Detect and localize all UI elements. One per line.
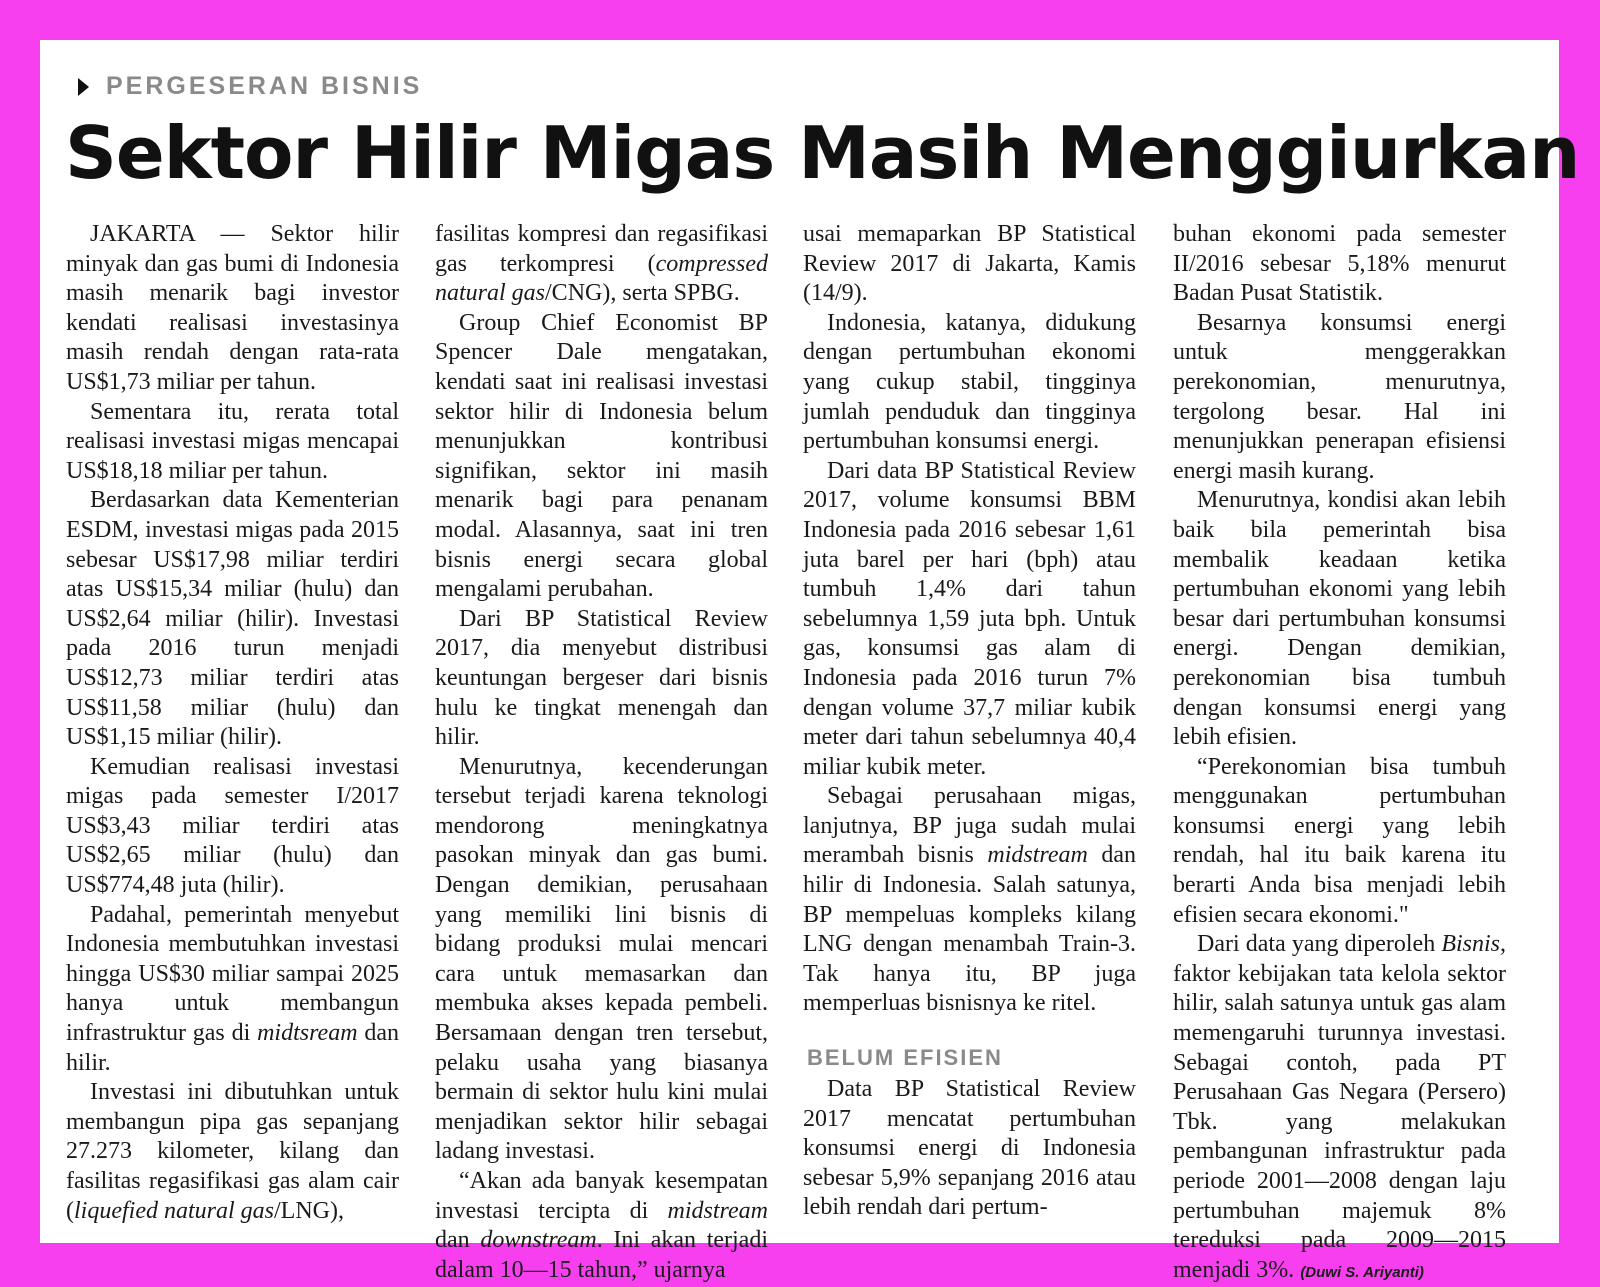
- paragraph: [435, 220, 768, 309]
- text-run: Investasi ini dibutuhkan untuk membangun pipa gas sepanjang 27.273 kilometer, kilang dan fasilitas regasifikasi gas alam cair (: [66, 1079, 399, 1224]
- italic-term: Bisnis: [1441, 931, 1500, 958]
- text-run: Dari data yang diperoleh: [1197, 931, 1442, 958]
- paragraph: Dari data BP Statistical Review 2017, volume konsumsi BBM Indonesia pada 2016 sebesar 1,61 juta barel per hari (bph) atau tumbuh 1,4% dari tahun sebelumnya 1,59 juta bph. Untuk gas, konsumsi gas alam di Indonesia pada 2016 turun 7% dengan volume 37,7 miliar kubik meter dari tahun sebelumnya 40,4 miliar kubik meter.: [803, 457, 1136, 780]
- paragraph: Group Chief Economist BP Spencer Dale mengatakan, kendati saat ini realisasi investasi sektor hilir di Indonesia belum menunjukkan kontribusi signifikan, sektor ini masih menarik bagi para penanam modal. Alasannya, saat ini tren bisnis energi secara global mengalami perubahan.: [435, 309, 768, 603]
- paragraph: Menurutnya, kondisi akan lebih baik bila pemerintah bisa membalik keadaan ketika pertumbuhan ekonomi yang lebih besar dari pertumbuhan konsumsi energi. Dengan demikian, perekonomian bisa tumbuh dengan konsumsi energi yang lebih efisien.: [1173, 487, 1506, 751]
- rubric-label: PERGESERAN BISNIS: [106, 72, 423, 100]
- news-clipping: [40, 40, 1580, 1283]
- paragraph: Data BP Statistical Review 2017 mencatat pertumbuhan konsumsi energi di Indonesia sebesar 5,9% sepanjang 2016 atau lebih rendah dari pertum-: [803, 1076, 1136, 1221]
- text-run: Sebagai perusahaan migas, lanjutnya, BP juga sudah mulai merambah bisnis: [803, 783, 1136, 869]
- paragraph: [803, 782, 1136, 1019]
- paragraph: Besarnya konsumsi energi untuk menggerakkan perekonomian, menurutnya, tergolong besar. Hal ini menunjukkan penerapan efisiensi energi masih kurang.: [1173, 309, 1506, 484]
- italic-term: compressed natural gas: [435, 250, 768, 307]
- italic-term: liquefied natural gas: [74, 1197, 274, 1224]
- paragraph: usai memaparkan BP Statistical Review 2017 di Jakarta, Kamis (14/9).: [803, 221, 1136, 307]
- paragraph: [435, 1167, 768, 1285]
- paragraph: Kemudian realisasi investasi migas pada semester I/2017 US$3,43 miliar terdiri atas US$2,65 miliar (hulu) dan US$774,48 juta (hilir).: [66, 753, 399, 899]
- paragraph: [66, 901, 399, 1079]
- text-run: . Ini akan terjadi dalam 10—15 tahun,” ujarnya: [435, 1227, 768, 1283]
- column-2: [435, 220, 768, 1285]
- rubric: [78, 72, 422, 101]
- column-3: [803, 220, 1136, 1223]
- subheading: BELUM EFISIEN: [807, 1045, 1003, 1071]
- text-run: Padahal, pemerintah menyebut Indonesia membutuhkan investasi hingga US$30 miliar sampai 2025 hanya untuk membangun infrastruktur gas di: [66, 901, 399, 1047]
- paragraph: Menurutnya, kecenderungan tersebut terjadi karena teknologi mendorong meningkatnya pasokan minyak dan gas bumi. Dengan demikian, perusahaan yang memiliki lini bisnis di bidang produksi mulai mencari cara untuk memasarkan dan membuka akses kepada pembeli. Bersamaan dengan tren tersebut, pelaku usaha yang biasanya bermain di sektor hulu kini mulai menjadikan sektor hilir sebagai ladang investasi.: [435, 753, 768, 1165]
- column-1: [66, 220, 399, 1226]
- italic-term: downstream: [480, 1227, 597, 1254]
- paragraph: Dari BP Statistical Review 2017, dia menyebut distribusi keuntungan bergeser dari bisnis hulu ke tingkat menengah dan hilir.: [435, 605, 768, 751]
- italic-term: midtsream: [257, 1020, 358, 1047]
- paragraph: [66, 1078, 399, 1226]
- text-run: dan: [435, 1227, 481, 1254]
- rubric-arrow-icon: [78, 78, 89, 96]
- paragraph: Indonesia, katanya, didukung dengan pertumbuhan ekonomi yang cukup stabil, tingginya jumlah penduduk dan tingginya pertumbuhan konsumsi energi.: [803, 309, 1136, 455]
- column-4: [1173, 220, 1506, 1287]
- headline: Sektor Hilir Migas Masih Menggiurkan: [65, 111, 1580, 195]
- text-run: “Akan ada banyak kesempatan investasi tercipta di: [435, 1168, 768, 1224]
- text-run: dan hilir di Indonesia. Salah satunya, BP mempeluas kompleks kilang LNG dengan menambah Train-3. Tak hanya itu, BP juga memperluas bisnisnya ke ritel.: [803, 842, 1136, 1017]
- text-run: /CNG), serta SPBG.: [545, 280, 740, 307]
- text-run: dan hilir.: [66, 1020, 399, 1076]
- byline: (Duwi S. Ariyanti): [1300, 1263, 1424, 1281]
- text-run: , faktor kebijakan tata kelola sektor hilir, salah satunya untuk gas alam memengaruhi turunnya investasi. Sebagai contoh, pada PT Perusahaan Gas Negara (Persero) Tbk. yang melakukan pembangunan infrastruktur pada periode 2001—2008 dengan laju pertumbuhan majemuk 8% tereduksi pada 2009—2015 menjadi 3%.: [1173, 931, 1506, 1283]
- text-run: /LNG),: [274, 1197, 344, 1224]
- paragraph: JAKARTA — Sektor hilir minyak dan gas bumi di Indonesia masih menarik bagi investor kendati realisasi investasinya masih rendah dengan rata-rata US$1,73 miliar per tahun.: [66, 221, 399, 395]
- paragraph: Sementara itu, rerata total realisasi investasi migas mencapai US$18,18 miliar per tahun.: [66, 398, 399, 484]
- paragraph: Berdasarkan data Kementerian ESDM, investasi migas pada 2015 sebesar US$17,98 miliar terdiri atas US$15,34 miliar (hulu) dan US$2,64 miliar (hilir). Investasi pada 2016 turun menjadi US$12,73 miliar terdiri atas US$11,58 miliar (hulu) dan US$1,15 miliar (hilir).: [66, 487, 399, 751]
- italic-term: midstream: [987, 842, 1088, 869]
- paragraph: “Perekonomian bisa tumbuh menggunakan pertumbuhan konsumsi energi yang lebih rendah, hal itu baik karena itu berarti Anda bisa menjadi lebih efisien secara ekonomi.": [1173, 753, 1506, 928]
- paragraph: [1173, 930, 1506, 1287]
- text-run: fasilitas kompresi dan regasifikasi gas terkompresi (: [435, 221, 768, 277]
- italic-term: midstream: [667, 1197, 768, 1224]
- paragraph: buhan ekonomi pada semester II/2016 sebesar 5,18% menurut Badan Pusat Statistik.: [1173, 221, 1506, 307]
